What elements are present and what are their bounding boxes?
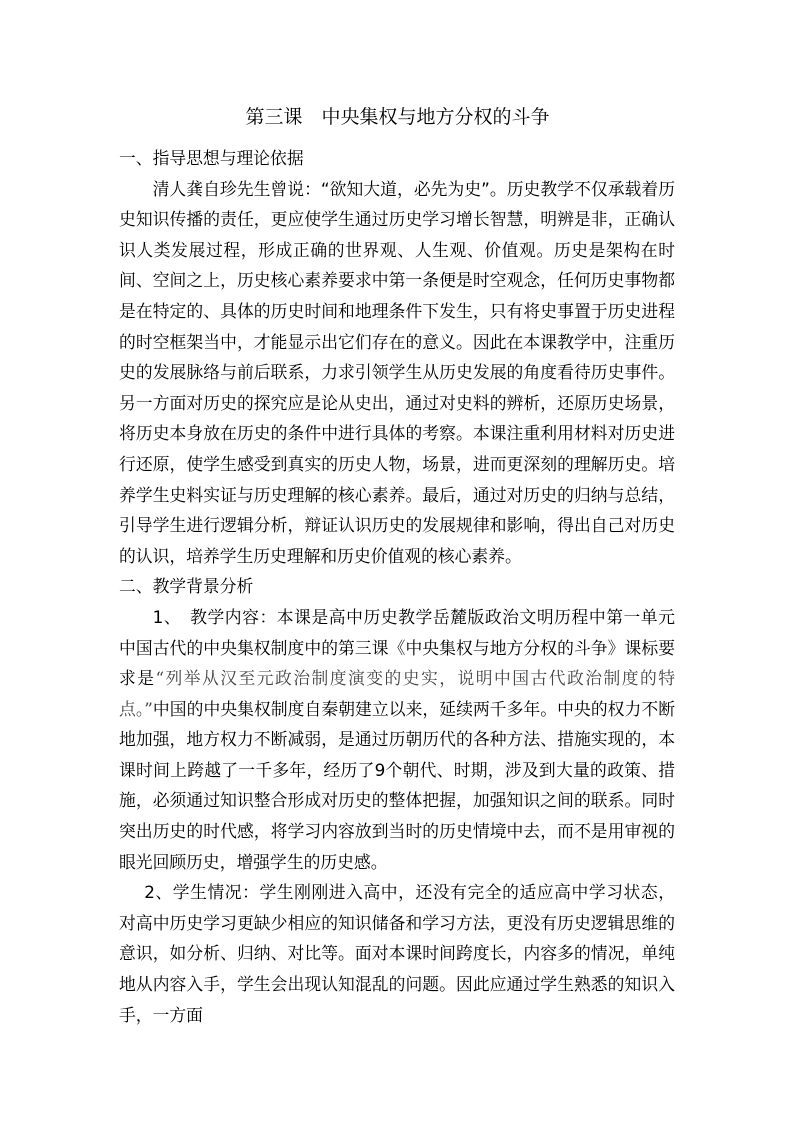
item-1-lead: 1、 教学内容：本课是高中历史教学岳麓版政治文明历程中第一单元中国古代的中央集权制度中的第三课《中央集权与地方分权的斗争》课标要求是 — [119, 606, 675, 689]
document-body — [119, 143, 675, 1030]
section-2-item-2: 2、学生情况：学生刚刚进入高中，还没有完全的适应高中学习状态，对高中历史学习更缺少相应的知识储备和学习方法，更没有历史逻辑思维的意识，如分析、归纳、对比等。面对本课时间跨度长，内容多的情况，单纯地从内容入手，学生会出现认知混乱的问题。因此应通过学生熟悉的知识入手，一方面 — [119, 882, 675, 1025]
curriculum-standard-quote: “列举从汉至元政治制度演变的史实，说明中国古代政治制度的特点。” — [119, 668, 675, 719]
document-title: 第三课 中央集权与地方分权的斗争 — [245, 106, 550, 128]
section-1-heading: 一、指导思想与理论依据 — [119, 148, 304, 168]
section-2-item-1 — [119, 602, 675, 877]
section-2-heading: 二、教学背景分析 — [119, 576, 254, 597]
item-1-rest: 中国的中央集权制度自秦朝建立以来，延续两千多年。中央的权力不断地加强，地方权力不断减弱，是通过历朝历代的各种方法、措施实现的，本课时间上跨越了一千多年，经历了9个朝代、时期，涉及到大量的政策、措施，必须通过知识整合形成对历史的整体把握，加强知识之间的联系。同时突出历史的时代感，将学习内容放到当时的历史情境中去，而不是用审视的眼光回顾历史，增强学生的历史感。 — [119, 698, 675, 872]
section-1-paragraph: 清人龚自珍先生曾说：“欲知大道，必先为史”。历史教学不仅承载着历史知识传播的责任，更应使学生通过历史学习增长智慧，明辨是非，正确认识人类发展过程，形成正确的世界观、人生观、价值观。历史是架构在时间、空间之上，历史核心素养要求中第一条便是时空观念，任何历史事物都是在特定的、具体的历史时间和地理条件下发生，只有将史事置于历史进程的时空框架当中，才能显示出它们存在的意义。因此在本课教学中，注重历史的发展脉络与前后联系，力求引领学生从历史发展的角度看待历史事件。另一方面对历史的探究应是论从史出，通过对史料的辨析，还原历史场景，将历史本身放在历史的条件中进行具体的考察。本课注重利用材料对历史进行还原，使学生感受到真实的历史人物，场景，进而更深刻的理解历史。培养学生史料实证与历史理解的核心素养。最后，通过对历史的归纳与总结，引导学生进行逻辑分析，辩证认识历史的发展规律和影响，得出自己对历史的认识，培养学生历史理解和历史价值观的核心素养。 — [119, 178, 675, 566]
